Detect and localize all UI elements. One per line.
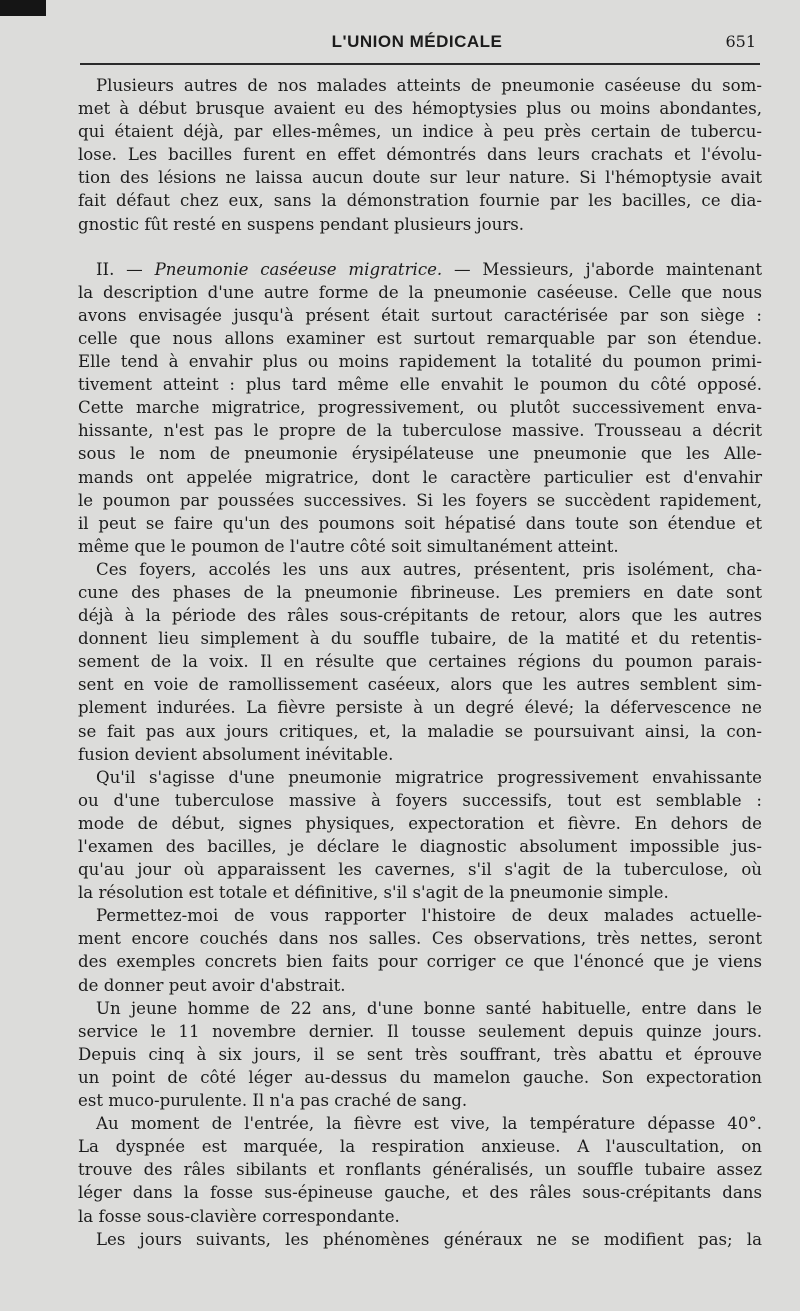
- text-line: celle que nous allons examiner est surtout remarquable par son étendue.: [78, 328, 762, 348]
- paragraph: [78, 997, 762, 1112]
- text-line: Plusieurs autres de nos malades atteints de pneumonie caséeuse du som-: [96, 76, 762, 95]
- text-line: qui étaient déjà, par elles-mêmes, un indice à peu près certain de tubercu-: [78, 122, 762, 142]
- text-line: Qu'il s'agisse d'une pneumonie migratrice progressivement envahissante: [96, 767, 762, 787]
- text-line: est muco-purulente. Il n'a pas craché de sang.: [78, 1091, 468, 1111]
- text-line: cune des phases de la pneumonie fibrineuse. Les premiers en date sont: [78, 582, 762, 602]
- running-header: [78, 30, 756, 60]
- paragraph: [78, 1112, 762, 1227]
- scan-corner-mark: [0, 0, 46, 16]
- text-line: déjà à la période des râles sous-crépitants de retour, alors que les autres: [78, 606, 762, 626]
- text-line: la fosse sous-clavière correspondante.: [78, 1206, 400, 1226]
- text-line: le poumon par poussées successives. Si les foyers se succèdent rapidement,: [78, 490, 762, 510]
- section-heading-line: [78, 258, 762, 281]
- text-line: gnostic fût resté en suspens pendant plusieurs jours.: [78, 214, 525, 234]
- text-line: hissante, n'est pas le propre de la tuberculose massive. Trousseau a décrit: [78, 421, 762, 441]
- text-line: plement indurées. La fièvre persiste à un degré élevé; la défervescence ne: [78, 698, 762, 718]
- text-line: met à début brusque avaient eu des hémoptysies plus ou moins abondantes,: [78, 99, 762, 119]
- text-line: Elle tend à envahir plus ou moins rapidement la totalité du poumon primi-: [78, 352, 762, 372]
- paragraph: [78, 558, 762, 766]
- paragraph: [78, 904, 762, 996]
- text-line: tion des lésions ne laissa aucun doute sur leur nature. Si l'hémoptysie avait: [78, 168, 762, 188]
- text-line: fait défaut chez eux, sans la démonstration fournie par les bacilles, ce dia-: [78, 191, 762, 211]
- text-line: Les jours suivants, les phénomènes généraux ne se modifient pas; la: [96, 1229, 762, 1249]
- text-line: des exemples concrets bien faits pour corriger ce que l'énoncé que je viens: [78, 952, 762, 972]
- text-line: sous le nom de pneumonie érysipélateuse une pneumonie que les Alle-: [78, 444, 762, 464]
- text-line: léger dans la fosse sus-épineuse gauche, et des râles sous-crépitants dans: [78, 1183, 762, 1203]
- text-line: donnent lieu simplement à du souffle tubaire, de la matité et du retentis-: [78, 629, 762, 649]
- paragraph: [78, 1228, 762, 1251]
- text-line: même que le poumon de l'autre côté soit simultanément atteint.: [78, 536, 619, 556]
- text-line: ou d'une tuberculose massive à foyers successifs, tout est semblable :: [78, 790, 762, 810]
- text-line: se fait pas aux jours critiques, et, la maladie se poursuivant ainsi, la con-: [78, 721, 762, 741]
- text-line: Un jeune homme de 22 ans, d'une bonne santé habituelle, entre dans le: [96, 998, 762, 1018]
- paragraph: [78, 766, 762, 905]
- text-line: Cette marche migratrice, progressivement, ou plutôt successivement enva-: [78, 398, 762, 418]
- text-line: l'examen des bacilles, je déclare le diagnostic absolument impossible jus-: [78, 837, 762, 856]
- header-rule: [80, 63, 760, 65]
- text-line: mode de début, signes physiques, expectoration et fièvre. En dehors de: [78, 813, 762, 833]
- text-line: Depuis cinq à six jours, il se sent très souffrant, très abattu et éprouve: [78, 1044, 762, 1064]
- text-line: la description d'une autre forme de la pneumonie caséeuse. Celle que nous: [78, 282, 762, 302]
- text-line: un point de côté léger au-dessus du mamelon gauche. Son expectoration: [78, 1067, 762, 1087]
- text-line: Ces foyers, accolés les uns aux autres, présentent, pris isolément, cha-: [96, 559, 762, 579]
- text-line: sent en voie de ramollissement caséeux, alors que les autres semblent sim-: [78, 675, 762, 695]
- text-line: Au moment de l'entrée, la fièvre est vive, la température dépasse 40°.: [96, 1114, 762, 1134]
- text-line: fusion devient absolument inévitable.: [78, 744, 394, 764]
- text-line: avons envisagée jusqu'à présent était surtout caractérisée par son siège :: [78, 305, 762, 325]
- text-line: trouve des râles sibilants et ronflants généralisés, un souffle tubaire assez: [78, 1160, 762, 1180]
- journal-title: L'UNION MÉDICALE: [331, 32, 503, 51]
- text-line: qu'au jour où apparaissent les cavernes, s'il s'agit de la tuberculose, où: [78, 860, 762, 880]
- section-number: II. —: [96, 259, 143, 279]
- paragraph: [78, 258, 762, 558]
- text-line: La dyspnée est marquée, la respiration anxieuse. A l'auscultation, on: [78, 1137, 762, 1157]
- text-line: sement de la voix. Il en résulte que certaines régions du poumon parais-: [78, 652, 762, 672]
- text-line: mands ont appelée migratrice, dont le caractère particulier est d'envahir: [78, 467, 762, 487]
- text-line: Permettez-moi de vous rapporter l'histoire de deux malades actuelle-: [96, 906, 762, 926]
- text-line: service le 11 novembre dernier. Il tousse seulement depuis quinze jours.: [78, 1021, 762, 1041]
- text-line: tivement atteint : plus tard même elle envahit le poumon du côté opposé.: [78, 375, 762, 395]
- text-line: la résolution est totale et définitive, s'il s'agit de la pneumonie simple.: [78, 883, 669, 903]
- text-line: ment encore couchés dans nos salles. Ces observations, très nettes, seront: [78, 929, 762, 949]
- text-line: — Messieurs, j'aborde maintenant: [442, 259, 762, 279]
- page-number: 651: [725, 32, 756, 51]
- text-line: il peut se faire qu'un des poumons soit hépatisé dans toute son étendue et: [78, 513, 762, 533]
- section-title: Pneumonie caséeuse migratrice.: [154, 259, 443, 279]
- body-text: [78, 74, 762, 1251]
- text-line: de donner peut avoir d'abstrait.: [78, 975, 346, 995]
- text-line: lose. Les bacilles furent en effet démontrés dans leurs crachats et l'évolu-: [78, 145, 762, 165]
- paragraph: [78, 74, 762, 236]
